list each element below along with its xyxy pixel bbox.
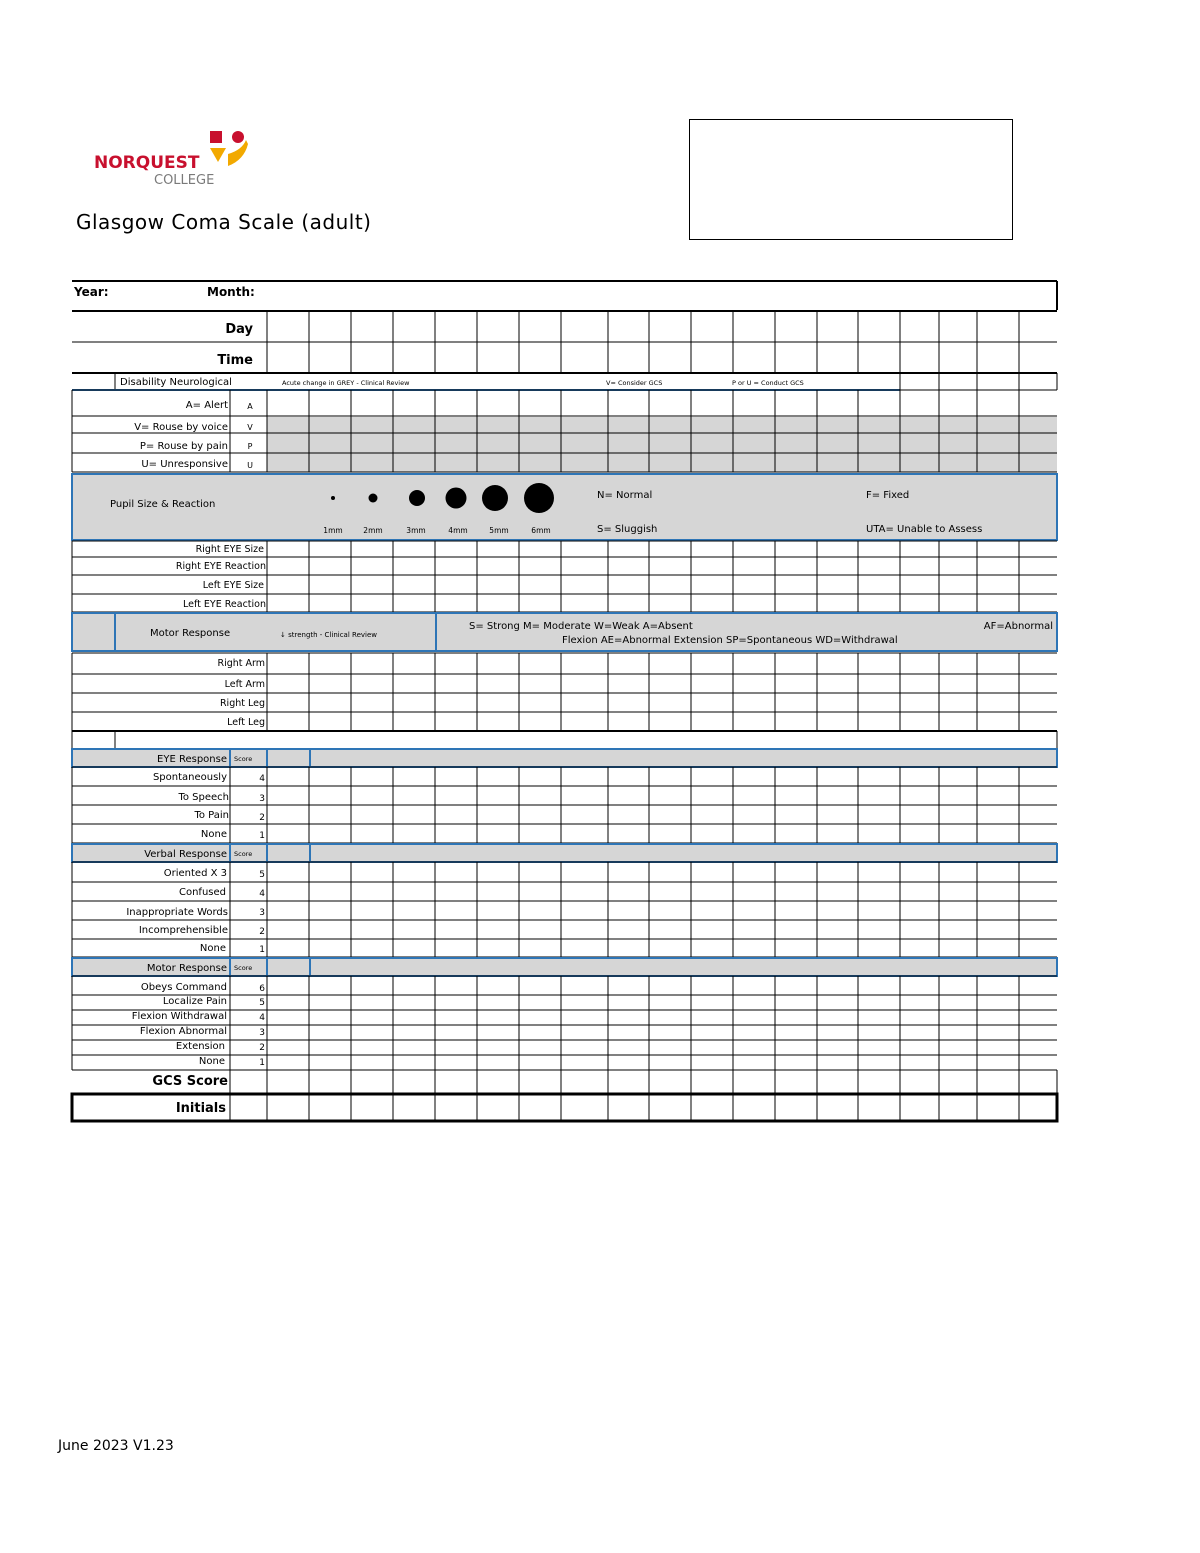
gcs-row-score: 3 [259, 794, 265, 804]
form-title: Glasgow Coma Scale (adult) [76, 210, 372, 234]
gcs-row-label: Oriented X 3 [163, 868, 227, 879]
pupil-size-1mm-icon [331, 496, 335, 500]
pupil-size-3mm-icon [409, 490, 425, 506]
pupil-row-label: Left EYE Size [202, 580, 264, 591]
avpu-label-voice: V= Rouse by voice [134, 422, 228, 433]
pupil-size-label-5mm: 5mm [489, 526, 509, 535]
gcs-row-label: Inappropriate Words [126, 907, 228, 918]
disability-note-conduct-gcs: P or U = Conduct GCS [732, 379, 804, 387]
gcs-row-label: Obeys Command [140, 982, 227, 993]
initials-label: Initials [175, 1101, 226, 1116]
avpu-code-unresponsive: U [247, 461, 253, 470]
motor-response-header: Motor Response [146, 963, 227, 974]
pupil-row-label: Left EYE Reaction [183, 599, 266, 610]
pupil-legend-normal: N= Normal [597, 490, 653, 501]
gcs-row-label: None [198, 1056, 225, 1067]
motor-strength-legend-abnormal: AF=Abnormal [983, 621, 1053, 632]
pupil-size-label-4mm: 4mm [448, 526, 468, 535]
pupil-size-label-3mm: 3mm [406, 526, 426, 535]
year-label: Year: [74, 285, 109, 299]
gcs-row-label: None [199, 943, 226, 954]
logo-text-norquest: NORQUEST [94, 153, 200, 173]
gcs-row-score: 2 [259, 1043, 265, 1053]
pupil-size-2mm-icon [369, 494, 378, 503]
disability-label: Disability Neurological [120, 377, 232, 388]
gcs-row-label: Incomprehensible [138, 925, 228, 936]
motor-strength-note: ↓ strength - Clinical Review [280, 631, 377, 639]
pupil-legend-sluggish: S= Sluggish [597, 524, 658, 535]
gcs-row-score: 1 [259, 831, 265, 841]
avpu-label-unresponsive: U= Unresponsive [141, 459, 228, 470]
disability-note-clinical-review: Acute change in GREY - Clinical Review [282, 379, 410, 387]
avpu-label-alert: A= Alert [185, 400, 228, 411]
motor-strength-legend-line1: S= Strong M= Moderate W=Weak A=Absent [469, 621, 693, 632]
avpu-code-voice: V [247, 423, 253, 432]
gcs-row-score: 4 [259, 774, 265, 784]
pupil-legend-fixed: F= Fixed [866, 490, 910, 501]
pupil-size-label-2mm: 2mm [363, 526, 383, 535]
limb-row-label: Right Arm [217, 658, 265, 669]
verbal-response-header: Verbal Response [144, 849, 227, 860]
gcs-row-label: Confused [178, 887, 226, 898]
month-label: Month: [207, 285, 255, 299]
gcs-row-score: 4 [259, 1013, 265, 1023]
gcs-row-label: To Pain [194, 810, 229, 821]
gcs-row-score: 2 [259, 813, 265, 823]
gcs-row-label: Flexion Withdrawal [131, 1011, 227, 1022]
gcs-row-label: None [200, 829, 227, 840]
avpu-label-pain: P= Rouse by pain [139, 441, 228, 452]
pupil-legend-uta: UTA= Unable to Assess [866, 524, 983, 535]
verbal-score-header: Score [234, 850, 253, 858]
gcs-row-score: 3 [259, 908, 265, 918]
limb-row-label: Right Leg [219, 698, 265, 709]
limb-row-label: Left Leg [227, 717, 265, 728]
gcs-row-label: To Speech [178, 792, 229, 803]
day-label: Day [225, 322, 253, 337]
motor-score-header: Score [234, 964, 253, 972]
gcs-row-label: Flexion Abnormal [139, 1026, 227, 1037]
gcs-row-score: 1 [259, 1058, 265, 1068]
gcs-total-label: GCS Score [152, 1074, 228, 1089]
pupil-size-label-1mm: 1mm [323, 526, 343, 535]
gcs-row-score: 2 [259, 927, 265, 937]
motor-strength-legend-line2: Flexion AE=Abnormal Extension SP=Spontaneous WD=Withdrawal [562, 635, 898, 646]
version-footer: June 2023 V1.23 [58, 1438, 174, 1454]
avpu-code-pain: P [247, 442, 253, 451]
pupil-size-label-6mm: 6mm [531, 526, 551, 535]
gcs-row-score: 5 [259, 870, 265, 880]
eye-response-header: EYE Response [157, 754, 227, 765]
logo-text-college: COLLEGE [154, 173, 215, 188]
eye-score-header: Score [234, 755, 253, 763]
gcs-row-score: 3 [259, 1028, 265, 1038]
disability-note-consider-gcs: V= Consider GCS [606, 379, 663, 387]
gcs-row-label: Extension [175, 1041, 225, 1052]
pupil-size-4mm-icon [446, 488, 467, 509]
motor-strength-label: Motor Response [150, 628, 231, 639]
gcs-row-score: 5 [259, 998, 265, 1008]
gcs-row-label: Spontaneously [152, 772, 227, 783]
pupil-label: Pupil Size & Reaction [110, 499, 216, 510]
pupil-size-6mm-icon [524, 483, 554, 513]
pupil-row-label: Right EYE Size [195, 544, 264, 555]
pupil-row-label: Right EYE Reaction [175, 561, 266, 572]
limb-row-label: Left Arm [224, 679, 265, 690]
gcs-row-score: 4 [259, 889, 265, 899]
pupil-size-5mm-icon [482, 485, 508, 511]
gcs-row-score: 1 [259, 945, 265, 955]
gcs-row-label: Localize Pain [162, 996, 227, 1007]
gcs-row-score: 6 [259, 984, 265, 994]
avpu-code-alert: A [247, 402, 253, 411]
time-label: Time [217, 353, 253, 368]
